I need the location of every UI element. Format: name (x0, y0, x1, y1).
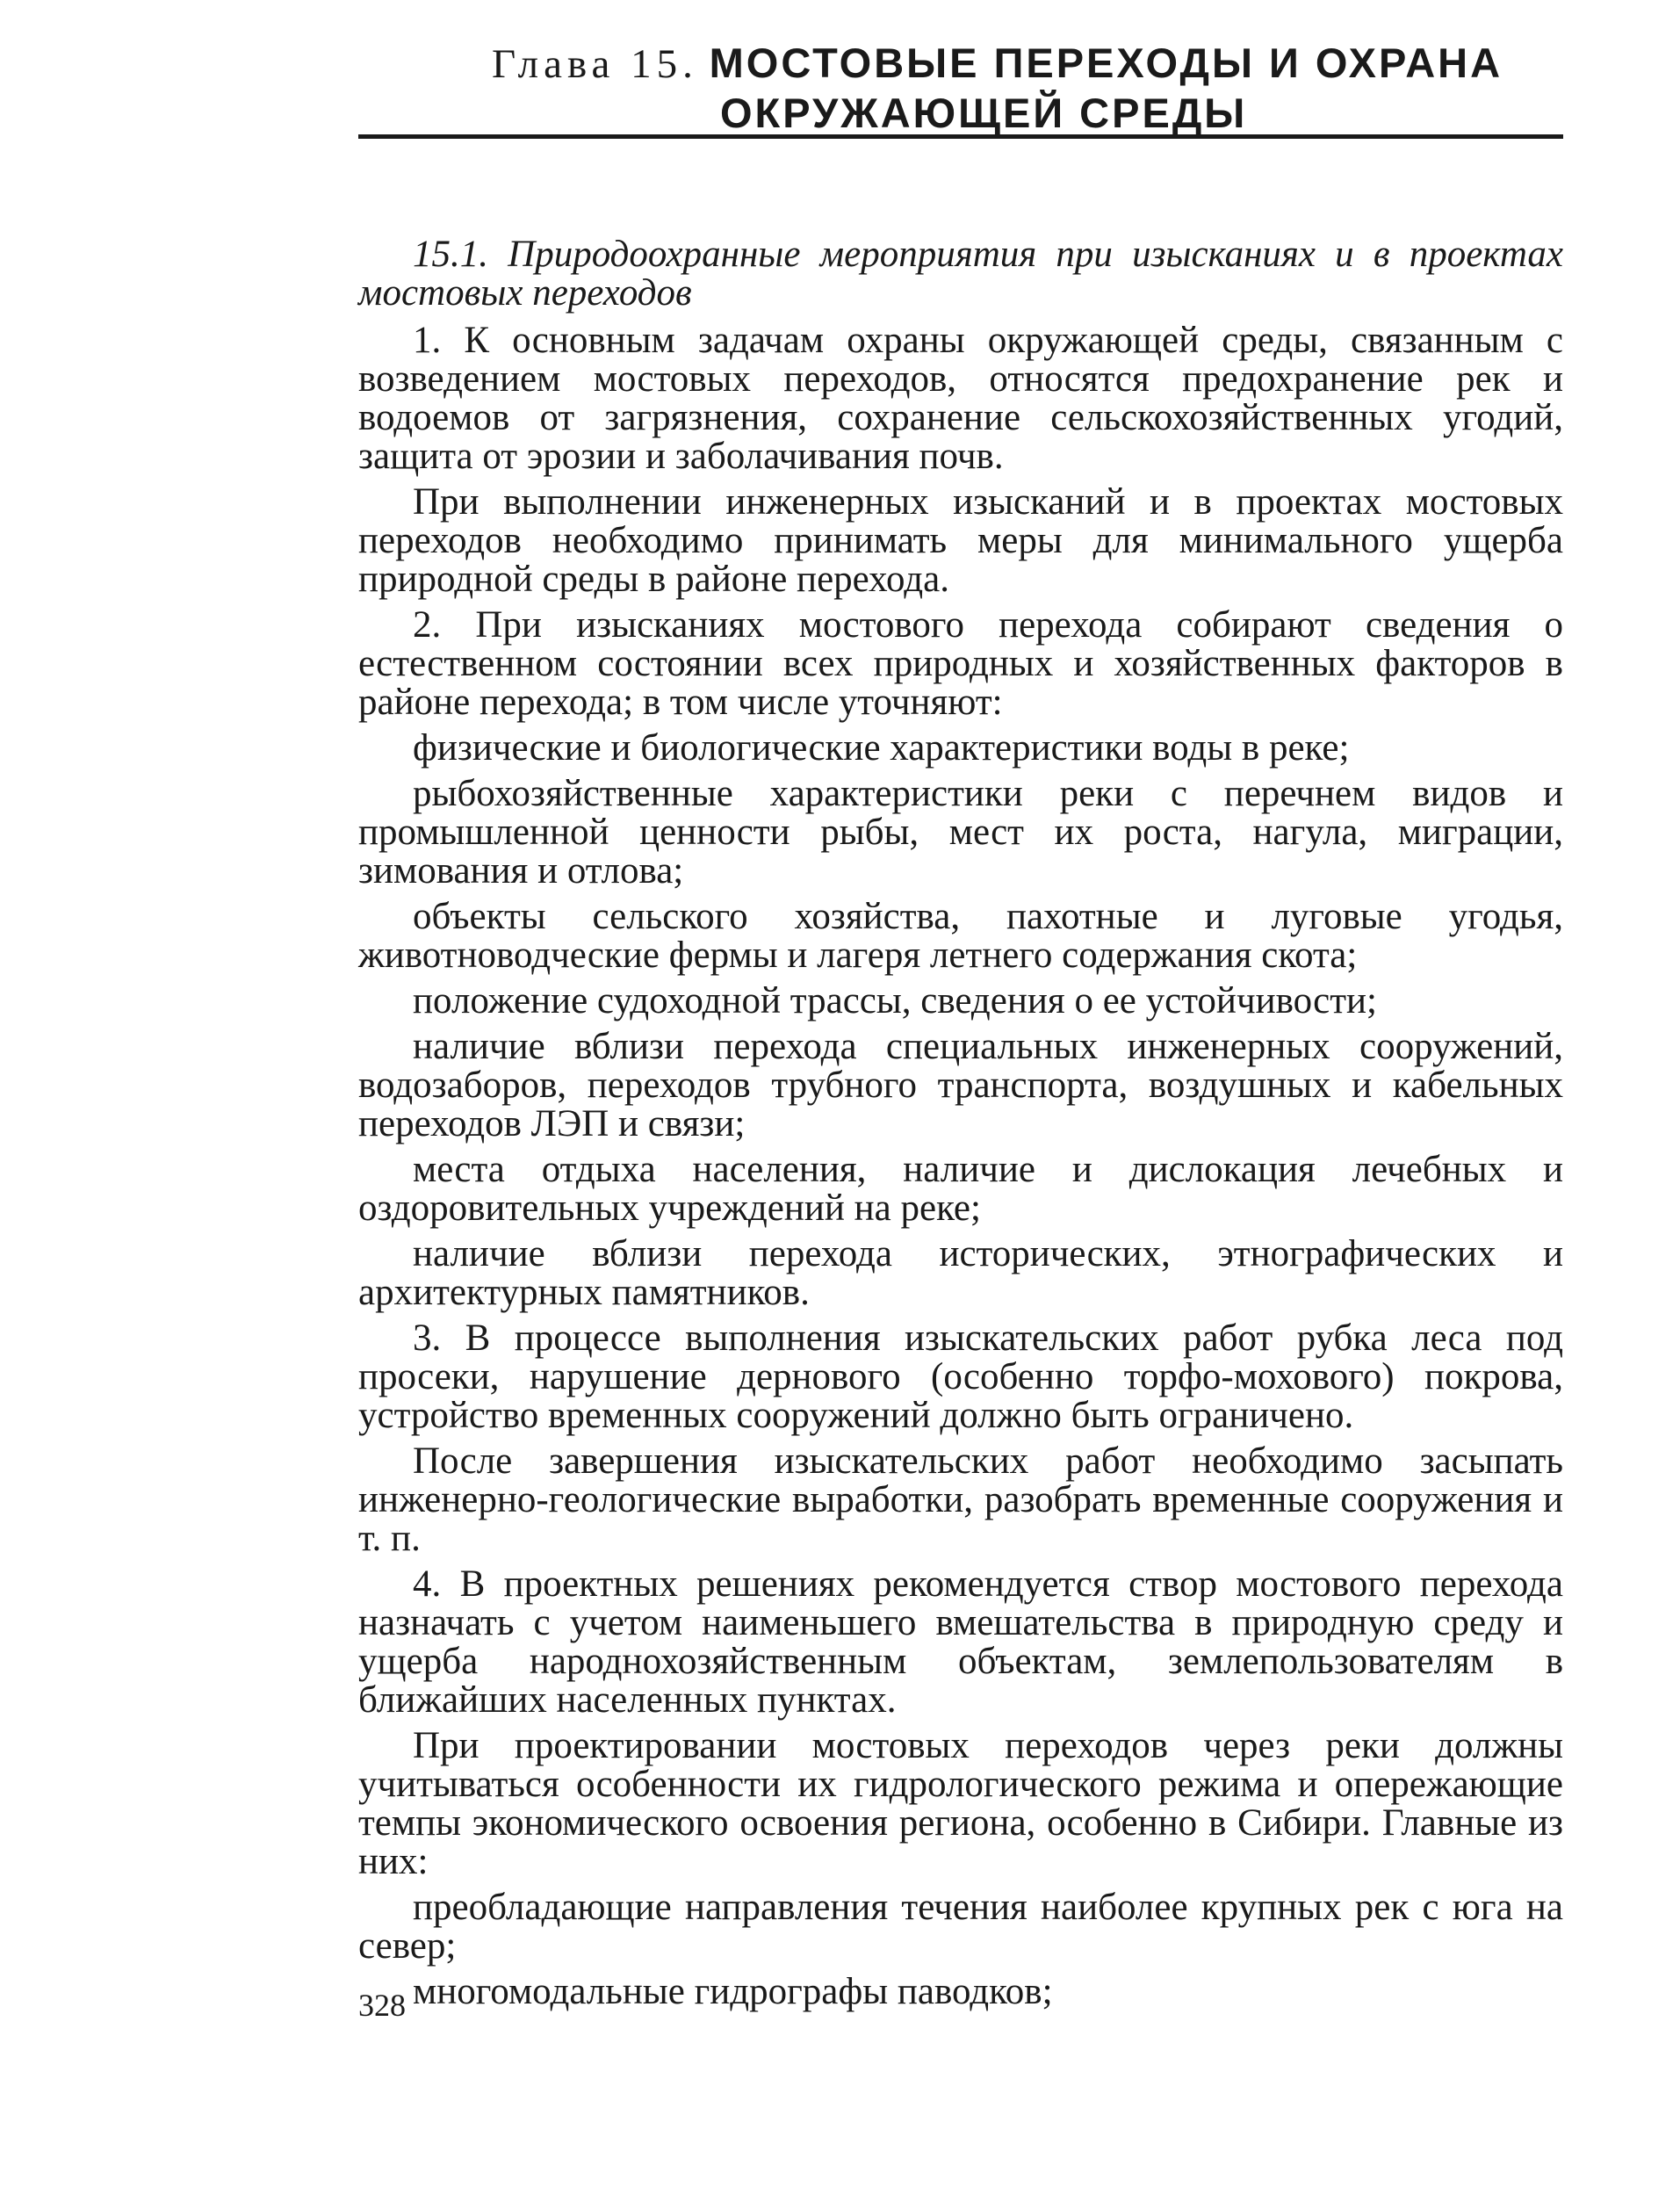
paragraph: 4. В проектных решениях рекомендуется створ мостового перехода назначать с учетом наименьшего вмешательства в природную среду и ущерба народнохозяйственным объектам, землепользователям в ближайших населенных пунктах. (358, 1563, 1563, 1721)
paragraph: При проектировании мостовых переходов через реки должны учитываться особенности их гидрологического режима и опережающие темпы экономического освоения региона, особенно в Сибири. Главные из них: (358, 1725, 1563, 1882)
section-heading: 15.1. Природоохранные мероприятия при изысканиях и в проектах мостовых переходов (358, 234, 1563, 314)
chapter-title-part2: ОКРУЖАЮЩЕЙ СРЕДЫ (720, 90, 1248, 136)
header-divider (358, 134, 1563, 139)
list-item: наличие вблизи перехода специальных инженерных сооружений, водозаборов, переходов трубного транспорта, воздушных и кабельных переходов ЛЭП и связи; (358, 1026, 1563, 1144)
chapter-title-part1: МОСТОВЫЕ ПЕРЕХОДЫ И ОХРАНА (709, 40, 1503, 86)
paragraph: При выполнении инженерных изысканий и в проектах мостовых переходов необходимо принимать меры для минимального ущерба природной среды в районе перехода. (358, 481, 1563, 600)
list-item: места отдыха населения, наличие и дислокация лечебных и оздоровительных учреждений на реке; (358, 1149, 1563, 1229)
page-number: 328 (358, 1988, 406, 2023)
paragraph: 2. При изысканиях мостового перехода собирают сведения о естественном состоянии всех природных и хозяйственных факторов в районе перехода; в том числе уточняют: (358, 604, 1563, 723)
page-body (358, 235, 1563, 2018)
list-item: положение судоходной трассы, сведения о ее устойчивости; (413, 980, 1377, 1021)
chapter-prefix: Глава 15. (492, 41, 698, 87)
chapter-header (369, 39, 1563, 139)
list-item: физические и биологические характеристики воды в реке; (413, 727, 1350, 769)
list-item: объекты сельского хозяйства, пахотные и луговые угодья, животноводческие фермы и лагеря летнего содержания скота; (358, 896, 1563, 976)
paragraph: 3. В процессе выполнения изыскательских работ рубка леса под просеки, нарушение дернового (особенно торфо-мохового) покрова, устройство временных сооружений должно быть ограничено. (358, 1317, 1563, 1436)
list-item: рыбохозяйственные характеристики реки с перечнем видов и промышленной ценности рыбы, мест их роста, нагула, миграции, зимования и отлова; (358, 773, 1563, 892)
chapter-title-line2 (720, 89, 1563, 139)
list-item: преобладающие направления течения наиболее крупных рек с юга на север; (358, 1887, 1563, 1967)
list-item: наличие вблизи перехода исторических, этнографических и архитектурных памятников. (358, 1233, 1563, 1313)
list-item: многомодальные гидрографы паводков; (413, 1971, 1053, 2012)
chapter-title-line1 (492, 39, 1563, 89)
paragraph: После завершения изыскательских работ необходимо засыпать инженерно-геологические выработки, разобрать временные сооружения и т. п. (358, 1440, 1563, 1559)
paragraph: 1. К основным задачам охраны окружающей среды, связанным с возведением мостовых переходов, относятся предохранение рек и водоемов от загрязнения, сохранение сельскохозяйственных угодий, защита от эрозии и заболачивания почв. (358, 320, 1563, 477)
